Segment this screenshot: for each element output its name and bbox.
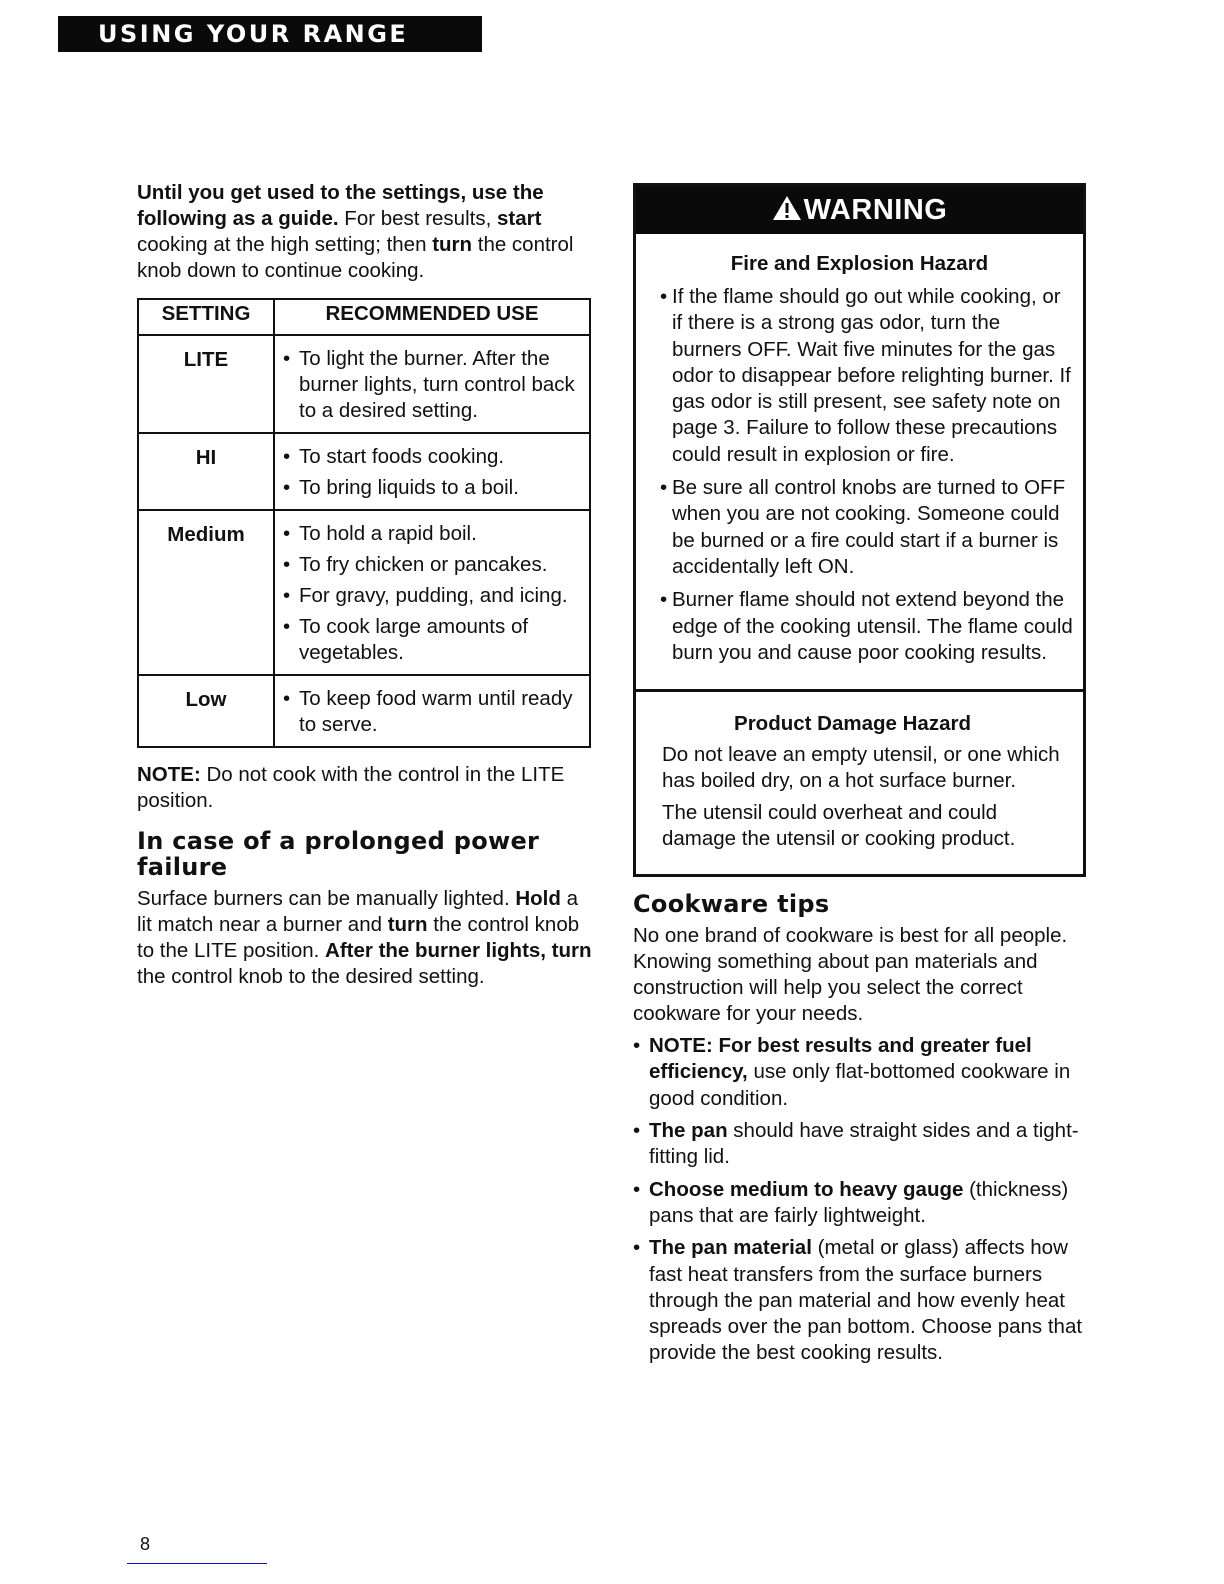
tip-bold: Choose medium to heavy gauge: [649, 1177, 964, 1201]
section-header: [58, 16, 482, 52]
bullet-icon: •: [633, 1119, 641, 1143]
setting-cell: LITE: [138, 335, 274, 433]
bullet-icon: •: [283, 476, 291, 499]
tip-bold: NOTE: For best results and greater fuel efficiency,: [649, 1034, 1032, 1084]
warning-title: WARNING: [803, 194, 948, 226]
use-text: To start foods cooking.: [299, 445, 505, 468]
power-failure-heading: In case of a prolonged power failure: [137, 827, 540, 881]
tip-bold: The pan: [649, 1119, 728, 1143]
cookware-intro: No one brand of cookware is best for all people. Knowing something about pan materials and construction will help you select the correct cookware for your needs.: [633, 924, 1068, 1026]
use-text: To cook large amounts of vegetables.: [299, 615, 529, 664]
setting-cell: Low: [138, 675, 274, 747]
table-row: [138, 510, 590, 675]
use-item: [283, 521, 585, 547]
tip-text: should have straight sides and a tight-fitting lid.: [649, 1119, 1079, 1169]
use-text: To light the burner. After the burner lights, turn control back to a desired setting.: [299, 347, 575, 422]
intro-bold-lead: Until you get used to the settings, use the following as a guide.: [137, 181, 544, 230]
bullet-icon: •: [283, 615, 291, 638]
tip-bold: The pan material: [649, 1236, 812, 1260]
cookware-tip: [633, 1118, 1088, 1171]
intro-bold-start: start: [496, 207, 542, 230]
tip-text: (metal or glass) affects how fast heat transfers from the surface burners through the pan material and how evenly heat spreads over the pan bottom. Choose pans that provide the best cooking results.: [649, 1236, 1083, 1365]
table-row: [138, 335, 590, 433]
table-row: [138, 433, 590, 510]
power-failure-text: a lit match near a burner and: [137, 887, 578, 936]
warning-triangle-icon: [772, 188, 802, 236]
settings-table: [137, 298, 591, 748]
hazard-text: Burner flame should not extend beyond the edge of the cooking utensil. The flame could burn you and cause poor cooking results.: [672, 588, 1073, 664]
use-item: [283, 444, 585, 470]
section-header-title: USING YOUR RANGE: [98, 20, 409, 48]
bullet-icon: •: [283, 553, 291, 576]
power-failure-text: Surface burners can be manually lighted.: [137, 887, 516, 910]
cookware-tips-heading: Cookware tips: [633, 890, 830, 919]
right-column: [633, 183, 1088, 1367]
hazard-item: [660, 475, 1073, 580]
use-item: [283, 552, 585, 578]
cookware-tip: [633, 1177, 1088, 1230]
product-hazard-section: [636, 692, 1083, 874]
power-failure-bold: After the burner lights, turn: [325, 939, 592, 962]
bullet-icon: •: [660, 588, 668, 612]
power-failure-text: the control knob to the desired setting.: [137, 965, 485, 988]
use-cell: [274, 510, 590, 675]
use-text: To keep food warm until ready to serve.: [299, 687, 573, 736]
use-item: [283, 346, 585, 424]
use-item: [283, 475, 585, 501]
use-cell: [274, 433, 590, 510]
lite-note: [137, 762, 592, 814]
footer-rule: [127, 1563, 267, 1564]
tip-text: (thickness) pans that are fairly lightweight.: [649, 1177, 1069, 1227]
hazard-text: Be sure all control knobs are turned to OFF when you are not cooking. Someone could be burned or a fire could start if a burner is accidentally left ON.: [672, 476, 1066, 578]
product-hazard-paragraph: Do not leave an empty utensil, or one which has boiled dry, on a hot surface burner.: [662, 743, 1060, 793]
power-failure-paragraph: [137, 886, 592, 990]
use-cell: [274, 675, 590, 747]
use-cell: [274, 335, 590, 433]
bullet-icon: •: [633, 1177, 641, 1201]
use-item: [283, 614, 585, 666]
use-text: To hold a rapid boil.: [299, 522, 477, 545]
intro-paragraph: [137, 180, 592, 284]
intro-text: the control knob down to continue cooking.: [137, 233, 574, 282]
fire-hazard-section: [636, 234, 1083, 689]
warning-title-bar: [636, 186, 1083, 234]
table-row: [138, 675, 590, 747]
setting-cell: HI: [138, 433, 274, 510]
bullet-icon: •: [660, 285, 668, 308]
intro-bold-turn: turn: [432, 233, 473, 256]
note-text: Do not cook with the control in the LITE position.: [137, 763, 565, 812]
left-column: [137, 180, 592, 990]
cookware-tip: [633, 1033, 1088, 1112]
table-header-row: [138, 299, 590, 335]
use-item: [283, 686, 585, 738]
use-text: For gravy, pudding, and icing.: [299, 584, 568, 607]
bullet-icon: •: [283, 687, 291, 710]
column-header-setting: SETTING: [138, 299, 274, 335]
hazard-item: [660, 587, 1073, 666]
use-item: [283, 583, 585, 609]
note-label: NOTE:: [137, 763, 201, 786]
bullet-icon: •: [660, 476, 668, 500]
tip-text: use only flat-bottomed cookware in good condition.: [649, 1060, 1071, 1110]
power-failure-bold: turn: [387, 913, 428, 936]
page-number: 8: [140, 1534, 151, 1554]
product-hazard-paragraph: The utensil could overheat and could damage the utensil or cooking product.: [662, 801, 1016, 851]
setting-cell: Medium: [138, 510, 274, 675]
product-hazard-heading: Product Damage Hazard: [734, 712, 971, 736]
hazard-item: [660, 284, 1073, 468]
warning-box: [633, 183, 1086, 877]
use-text: To fry chicken or pancakes.: [299, 553, 548, 576]
intro-text: For best results,: [338, 207, 497, 230]
bullet-icon: •: [283, 522, 291, 545]
bullet-icon: •: [283, 347, 291, 370]
bullet-icon: •: [283, 445, 291, 468]
column-header-recommended-use: RECOMMENDED USE: [274, 299, 590, 335]
intro-text: cooking at the high setting; then: [137, 233, 433, 256]
bullet-icon: •: [283, 584, 291, 607]
fire-hazard-heading: Fire and Explosion Hazard: [730, 252, 989, 275]
hazard-text: If the flame should go out while cooking, or if there is a strong gas odor, turn the burners OFF. Wait five minutes for the gas odor to disappear before relighting burner. If gas odor is still present, see safety note on page 3. Failure to follow these precautions could result in explosion or fire.: [672, 285, 1071, 466]
power-failure-text: the control knob to the LITE position.: [137, 913, 580, 962]
bullet-icon: •: [633, 1236, 641, 1260]
power-failure-bold: Hold: [515, 887, 561, 910]
cookware-tip: [633, 1235, 1088, 1366]
use-text: To bring liquids to a boil.: [299, 476, 519, 499]
bullet-icon: •: [633, 1034, 641, 1058]
